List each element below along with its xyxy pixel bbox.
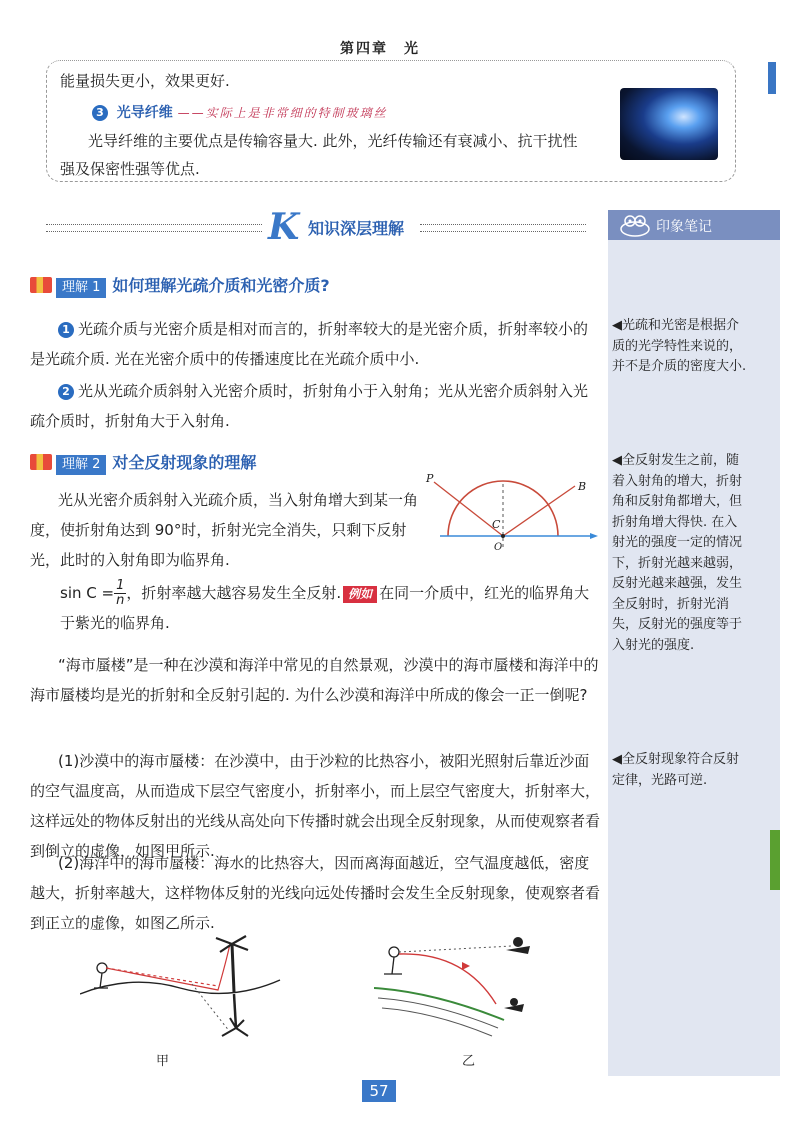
example-tag: 例如 <box>343 586 377 603</box>
light-path <box>399 954 496 1004</box>
understanding-1-tag: 理解 1 <box>56 278 106 298</box>
fraction-denominator: n <box>116 593 125 608</box>
refracted-arrow-icon <box>590 533 598 539</box>
desert-mirage-figure <box>80 932 300 1044</box>
observer-icon <box>384 947 402 974</box>
point-2-badge: 2 <box>58 384 74 400</box>
observer-icon <box>94 963 108 988</box>
continuation-line: 能量损失更小，效果更好. <box>60 72 230 90</box>
understanding-2-tag: 理解 2 <box>56 455 106 475</box>
fiber-title: 光导纤维 <box>116 105 173 121</box>
mirage-intro: “海市蜃楼”是一种在沙漠和海洋中常见的自然景观，沙漠中的海市蜃楼和海洋中的海市蜃楼均是光的折射和全反射引起的. 为什么沙漠和海洋中所成的像会一正一倒呢? <box>30 656 599 704</box>
banner-divider-right <box>420 224 586 232</box>
formula-prefix: sin C = <box>60 584 115 602</box>
virtual-ray <box>399 946 512 952</box>
label-p: P <box>426 472 434 485</box>
total-reflection-diagram <box>420 470 602 550</box>
fraction-numerator: 1 <box>116 578 125 593</box>
sea-wave-1 <box>378 998 498 1028</box>
understanding-1-p1 <box>30 314 600 374</box>
understanding-1-title: 如何理解光疏介质和光密介质? <box>112 276 330 295</box>
k-logo: K <box>268 206 300 248</box>
section-title: 知识深层理解 <box>308 219 405 238</box>
sidebar-title: 印象笔记 <box>656 219 712 235</box>
fiber-heading <box>92 97 612 128</box>
label-b: B <box>578 480 587 493</box>
sidebar-note-2: ◀全反射发生之前，随着入射角的增大，折射角和反射角都增大，但折射角增大得快. 在入射光的强度一定的情况下，折射光越来越弱，反射光越来越强，发生全反射时，折射光消失，反射光的强度等于入射光的强度. <box>612 453 743 653</box>
formula-fraction <box>114 579 126 608</box>
banner-divider-left <box>46 224 262 232</box>
optical-fiber-photo <box>620 88 718 160</box>
sea-surface <box>374 988 504 1020</box>
example-text: 在同一介质中，红光的临界角大于紫光的临界角. <box>60 584 590 632</box>
sidebar-header <box>608 210 780 240</box>
label-o: O <box>494 542 503 550</box>
book-icon <box>30 277 52 293</box>
understanding-2-heading <box>30 450 256 475</box>
point-1-badge: 1 <box>58 322 74 338</box>
understanding-2-title: 对全反射现象的理解 <box>112 453 257 472</box>
understanding-1-p2 <box>30 376 600 436</box>
fiber-text-1: 光导纤维的主要优点是传输容量大. 此外，光纤传输还有衰减小、抗干扰性 <box>88 132 578 150</box>
ray-arrow-icon <box>462 962 470 970</box>
edge-tab-green <box>770 830 780 890</box>
palm-tree-icon <box>216 936 248 992</box>
figure-a-caption: 甲 <box>156 1054 170 1069</box>
figure-b-caption: 乙 <box>462 1054 476 1069</box>
book-icon <box>30 454 52 470</box>
ship-icon <box>504 998 524 1012</box>
critical-angle-paragraph: 光从光密介质斜射入光疏介质，当入射角增大到某一角度，使折射角达到 90°时，折射光完全消失，只剩下反射光，此时的入射角即为临界角. <box>30 491 419 569</box>
formula-line <box>60 578 600 638</box>
formula-suffix: ，折射率越大越容易发生全反射. <box>126 584 342 602</box>
understanding-1-heading <box>30 273 330 298</box>
fiber-text-2: 强及保密性强等优点. <box>60 160 200 178</box>
chapter-title: 第四章 光 <box>340 41 420 57</box>
sidebar-note-1: ◀光疏和光密是根据介质的光学特性来说的，并不是介质的密度大小. <box>612 318 747 374</box>
desert-mirage-paragraph: (1)沙漠中的海市蜃楼：在沙漠中，由于沙粒的比热容小，被阳光照射后靠近沙面的空气温度高，从而造成下层空气密度小，折射率小，而上层空气密度大，折射率大，这样远处的物体反射出的光线从高处向下传播时就会出现全反射现象，从而使观察者看到倒立的虚像，如图甲所示. <box>30 752 601 860</box>
sea-wave-2 <box>382 1008 492 1036</box>
sea-mirage-figure <box>374 932 554 1044</box>
understanding-1-p1-text: 光疏介质与光密介质是相对而言的，折射率较大的是光密介质，折射率较小的是光疏介质. 光在光密介质中的传播速度比在光疏介质中小. <box>30 320 589 368</box>
fiber-handwritten-note: ——实际上是非常细的特制玻璃丝 <box>177 106 388 120</box>
sea-mirage-paragraph: (2)海洋中的海市蜃楼：海水的比热容大，因而离海面越近，空气温度越低，密度越大，折射率越大，这样物体反射的光线向远处传播时会发生全反射现象，使观察者看到正立的虚像，如图乙所示. <box>30 854 601 932</box>
fiber-number-badge: 3 <box>92 105 108 121</box>
notes-mascot-icon <box>618 213 652 237</box>
virtual-ship-icon <box>506 937 530 954</box>
label-c: C <box>492 518 501 531</box>
edge-tab <box>768 62 776 94</box>
page-number: 57 <box>362 1080 396 1102</box>
section-banner <box>46 206 586 248</box>
inverted-palm-tree-icon <box>222 994 248 1036</box>
sidebar-note-3: ◀全反射现象符合反射定律，光路可逆. <box>612 752 739 788</box>
understanding-1-p2-text: 光从光疏介质斜射入光密介质时，折射角小于入射角；光从光密介质斜射入光疏介质时，折射角大于入射角. <box>30 382 589 430</box>
